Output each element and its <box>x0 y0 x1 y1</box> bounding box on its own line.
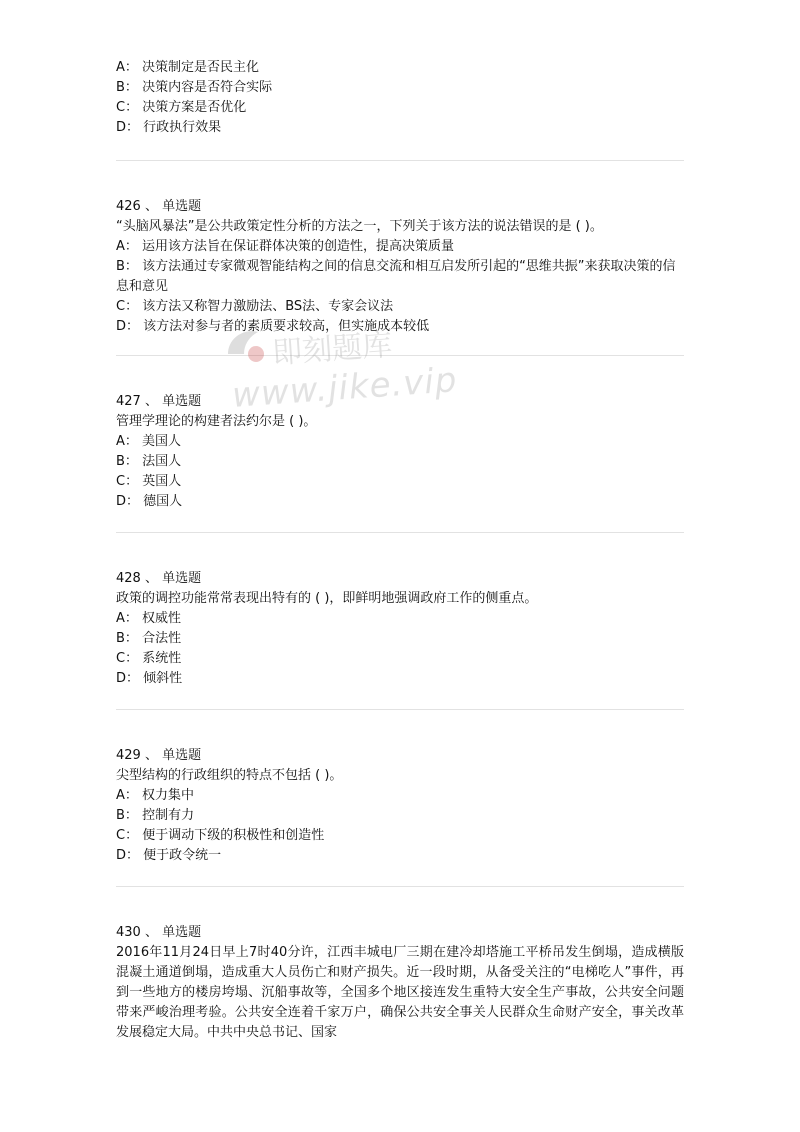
option-b[interactable]: B： 决策内容是否符合实际 <box>116 80 273 95</box>
question-header: 426 、 单选题 <box>116 199 202 214</box>
question-429 <box>116 746 684 866</box>
option-d[interactable]: D： 该方法对参与者的素质要求较高，但实施成本较低 <box>116 319 430 334</box>
option-c[interactable]: C： 该方法又称智力激励法、BS法、专家会议法 <box>116 299 394 314</box>
question-426 <box>116 197 684 337</box>
option-c[interactable]: C： 系统性 <box>116 651 182 666</box>
watermark-cn: 即刻题库 <box>271 327 394 372</box>
divider <box>116 886 684 887</box>
option-a[interactable]: A： 美国人 <box>116 434 182 449</box>
divider <box>116 355 684 356</box>
option-c[interactable]: C： 决策方案是否优化 <box>116 100 247 115</box>
option-b[interactable]: B： 合法性 <box>116 631 182 646</box>
divider <box>116 709 684 710</box>
question-427 <box>116 392 684 512</box>
option-a[interactable]: A： 权力集中 <box>116 788 195 803</box>
option-c[interactable]: C： 英国人 <box>116 474 182 489</box>
question-stem: “头脑风暴法”是公共政策定性分析的方法之一，下列关于该方法的说法错误的是 ( )。 <box>116 219 603 234</box>
option-d[interactable]: D： 行政执行效果 <box>116 120 222 135</box>
question-stem: 2016年11月24日早上7时40分许，江西丰城电厂三期在建冷却塔施工平桥吊发生倒塌，造成横版混凝土通道倒塌，造成重大人员伤亡和财产损失。近一段时期，从备受关注的“电梯吃人”事件，再到一些地方的楼房垮塌、沉船事故等，全国多个地区接连发生重特大安全生产事故，公共安全问题带来严峻治理考验。公共安全连着千家万户，确保公共安全事关人民群众生命财产安全，事关改革发展稳定大局。中共中央总书记、国家 <box>116 945 684 1040</box>
question-header: 428 、 单选题 <box>116 571 202 586</box>
divider <box>116 160 684 161</box>
option-d[interactable]: D： 倾斜性 <box>116 671 183 686</box>
question-header: 429 、 单选题 <box>116 748 202 763</box>
option-d[interactable]: D： 德国人 <box>116 494 183 509</box>
question-428 <box>116 569 684 689</box>
option-a[interactable]: A： 权威性 <box>116 611 182 626</box>
question-stem: 政策的调控功能常常表现出特有的 ( )，即鲜明地强调政府工作的侧重点。 <box>116 591 538 606</box>
question-430 <box>116 923 684 1043</box>
q425-options <box>116 58 684 138</box>
question-header: 427 、 单选题 <box>116 394 202 409</box>
option-a[interactable]: A： 决策制定是否民主化 <box>116 60 260 75</box>
option-b[interactable]: B： 法国人 <box>116 454 182 469</box>
question-stem: 尖型结构的行政组织的特点不包括 ( )。 <box>116 768 343 783</box>
option-d[interactable]: D： 便于政令统一 <box>116 848 222 863</box>
option-c[interactable]: C： 便于调动下级的积极性和创造性 <box>116 828 325 843</box>
watermark-url: www.jike.vip <box>230 360 459 416</box>
option-b[interactable]: B： 控制有力 <box>116 808 195 823</box>
option-a[interactable]: A： 运用该方法旨在保证群体决策的创造性，提高决策质量 <box>116 239 455 254</box>
question-header: 430 、 单选题 <box>116 925 202 940</box>
divider <box>116 532 684 533</box>
option-b[interactable]: B： 该方法通过专家微观智能结构之间的信息交流和相互启发所引起的“思维共振”来获取决策的信息和意见 <box>116 259 676 294</box>
document-page <box>116 58 684 1043</box>
question-stem: 管理学理论的构建者法约尔是 ( )。 <box>116 414 317 429</box>
